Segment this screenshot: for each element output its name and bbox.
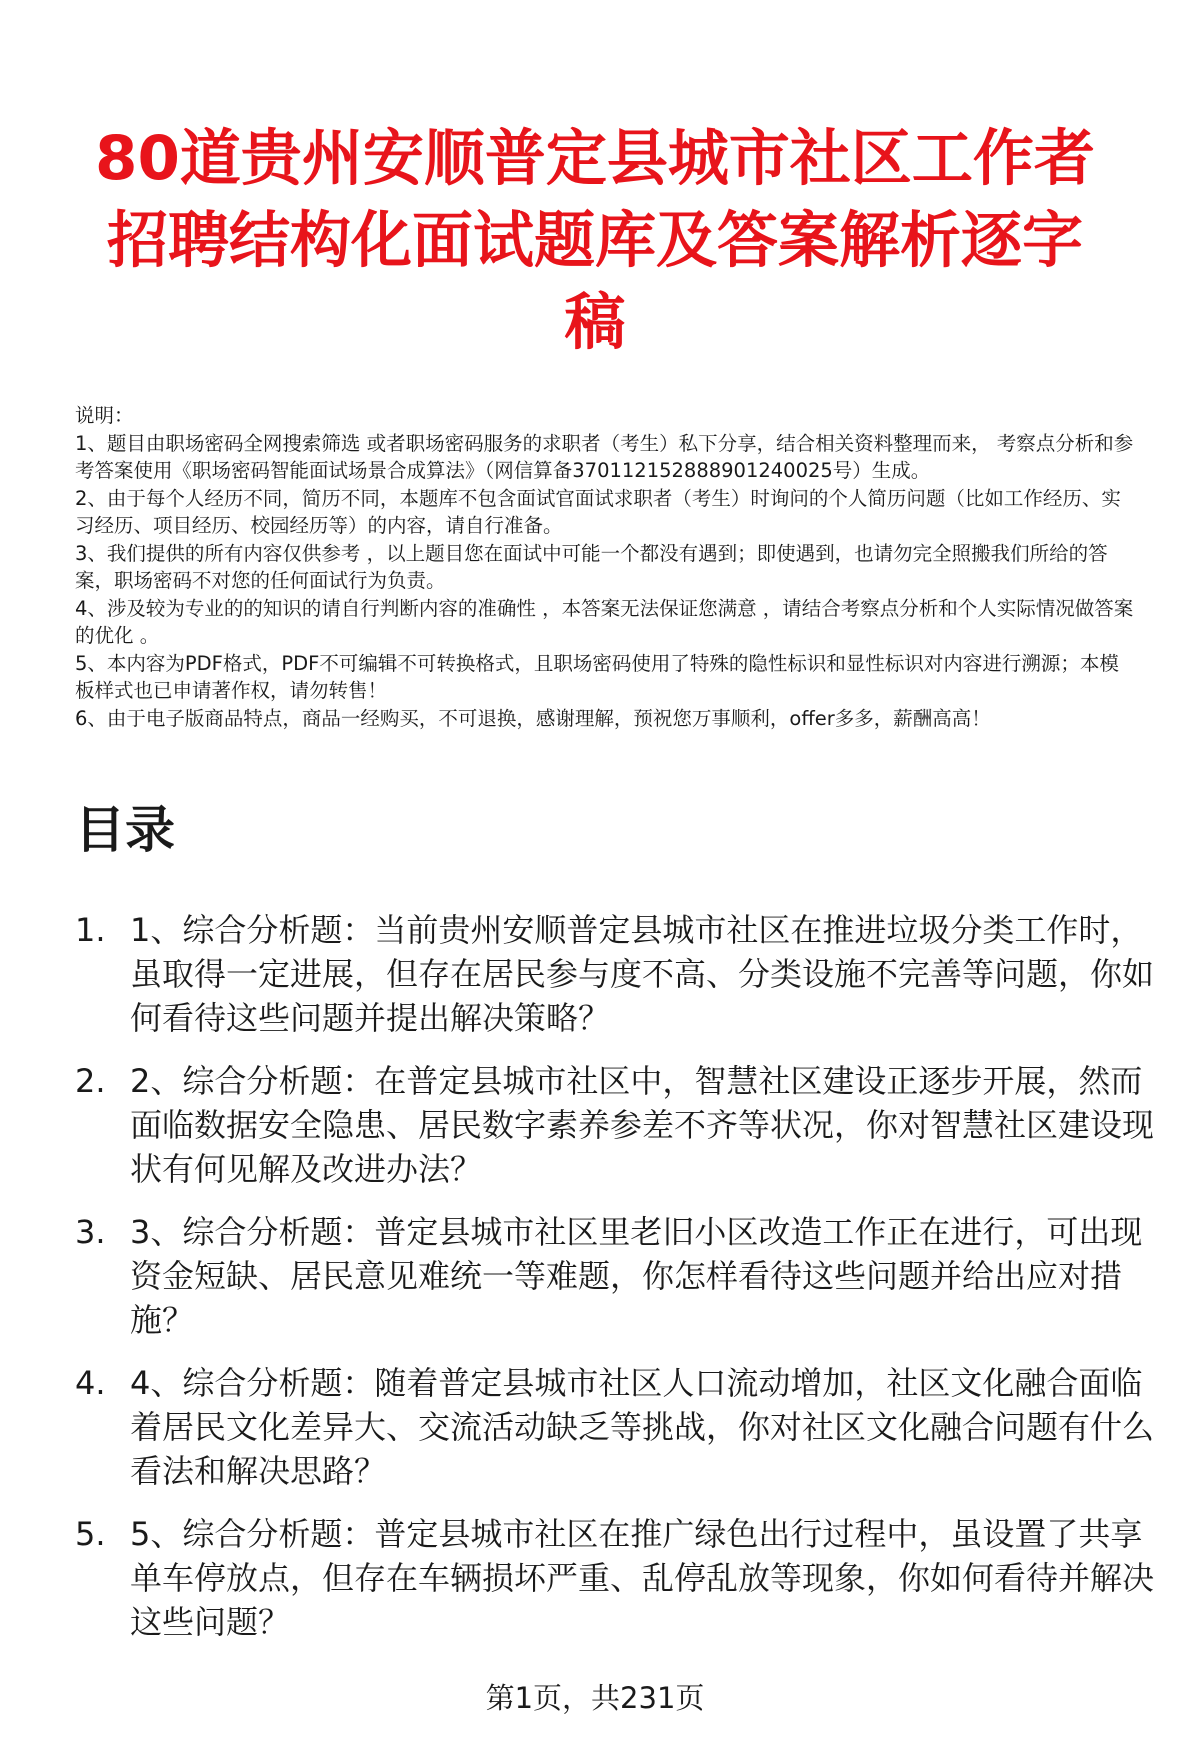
toc-item-text[interactable]: 4、综合分析题：随着普定县城市社区人口流动增加，社区文化融合面临着居民文化差异大、交流活动缺乏等挑战，你对社区文化融合问题有什么看法和解决思路？ bbox=[130, 1364, 1155, 1490]
toc-item-text[interactable]: 5、综合分析题：普定县城市社区在推广绿色出行过程中，虽设置了共享单车停放点，但存在车辆损坏严重、乱停乱放等现象，你如何看待并解决这些问题？ bbox=[130, 1515, 1155, 1641]
toc-item-number: 1. bbox=[75, 911, 106, 949]
toc-item[interactable] bbox=[75, 908, 1165, 1040]
toc-heading: 目录 bbox=[75, 801, 175, 859]
toc-item-number: 5. bbox=[75, 1515, 106, 1553]
toc-list bbox=[75, 908, 1165, 1663]
page-footer: 第1页，共231页 bbox=[485, 1681, 705, 1715]
toc-item-number: 3. bbox=[75, 1213, 106, 1251]
note-item: 2、由于每个人经历不同，简历不同，本题库不包含面试官面试求职者（考生）时询问的个人简历问题（比如工作经历、实习经历、项目经历、校园经历等）的内容，请自行准备。 bbox=[75, 486, 1121, 537]
toc-item-text[interactable]: 3、综合分析题：普定县城市社区里老旧小区改造工作正在进行，可出现资金短缺、居民意见难统一等难题，你怎样看待这些问题并给出应对措施？ bbox=[130, 1213, 1143, 1339]
toc-item[interactable] bbox=[75, 1210, 1165, 1342]
document-title: 80道贵州安顺普定县城市社区工作者招聘结构化面试题库及答案解析逐字稿 bbox=[95, 123, 1095, 358]
note-item: 3、我们提供的所有内容仅供参考 ，以上题目您在面试中可能一个都没有遇到；即使遇到，也请勿完全照搬我们所给的答案，职场密码不对您的任何面试行为负责。 bbox=[75, 541, 1108, 592]
note-item: 1、题目由职场密码全网搜索筛选 或者职场密码服务的求职者（考生）私下分享，结合相关资料整理而来， 考察点分析和参考答案使用《职场密码智能面试场景合成算法》（网信算备370112152888901240025号）生成。 bbox=[75, 431, 1134, 482]
toc-item[interactable] bbox=[75, 1512, 1165, 1644]
note-item: 6、由于电子版商品特点，商品一经购买，不可退换，感谢理解，预祝您万事顺利，offer多多，薪酬高高！ bbox=[75, 706, 991, 730]
notes-label: 说明： bbox=[75, 404, 134, 427]
note-item: 4、涉及较为专业的的知识的请自行判断内容的准确性 ，本答案无法保证您满意 ，请结合考察点分析和个人实际情况做答案的优化 。 bbox=[75, 596, 1134, 647]
toc-item-number: 2. bbox=[75, 1062, 106, 1100]
toc-item-number: 4. bbox=[75, 1364, 106, 1402]
note-item: 5、本内容为PDF格式，PDF不可编辑不可转换格式，且职场密码使用了特殊的隐性标识和显性标识对内容进行溯源；本模板样式也已申请著作权，请勿转售！ bbox=[75, 651, 1119, 702]
toc-item-text[interactable]: 2、综合分析题：在普定县城市社区中，智慧社区建设正逐步开展，然而面临数据安全隐患、居民数字素养参差不齐等状况，你对智慧社区建设现状有何见解及改进办法？ bbox=[130, 1062, 1155, 1188]
toc-item[interactable] bbox=[75, 1361, 1165, 1493]
notes-section bbox=[75, 402, 1135, 732]
toc-item[interactable] bbox=[75, 1059, 1165, 1191]
toc-item-text[interactable]: 1、综合分析题：当前贵州安顺普定县城市社区在推进垃圾分类工作时，虽取得一定进展，但存在居民参与度不高、分类设施不完善等问题，你如何看待这些问题并提出解决策略？ bbox=[130, 911, 1155, 1037]
